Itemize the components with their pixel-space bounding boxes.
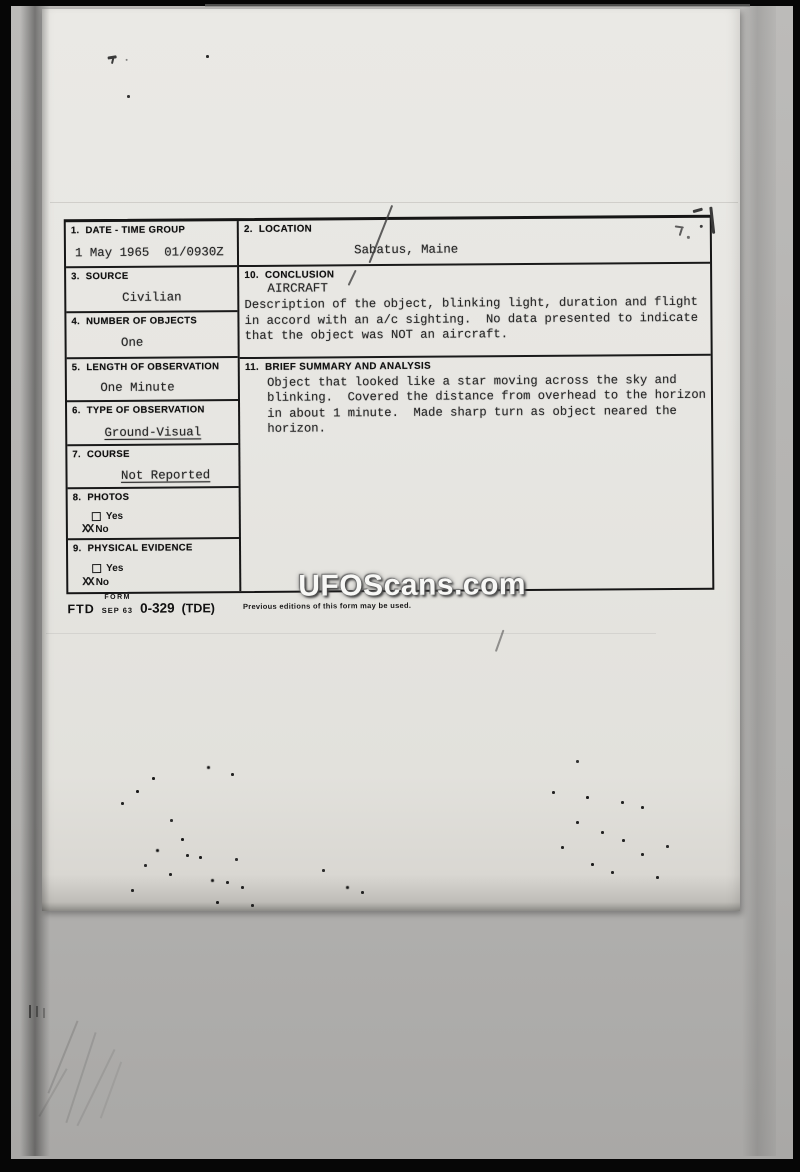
conclusion-text: Description of the object, blinking light, duration and flight in accord with an a/c sighting. No data presented to indicate that the object was NOT an aircraft. xyxy=(244,295,699,343)
field-label xyxy=(72,362,233,374)
photos-no-row xyxy=(82,521,234,536)
watermark: UFOScans.com xyxy=(298,568,527,603)
pen-slash-below-form xyxy=(495,630,505,652)
field-title: CONCLUSION xyxy=(264,269,335,281)
report-form-table xyxy=(64,215,715,595)
physical-evidence-yes-label: Yes xyxy=(106,562,124,575)
field-number: 9. xyxy=(72,543,82,555)
field-conclusion xyxy=(239,264,710,359)
agency-code: FTD xyxy=(67,602,95,617)
conclusion-heading: AIRCRAFT xyxy=(267,281,328,296)
form-number-row xyxy=(67,600,215,616)
field-photos xyxy=(68,488,240,540)
photos-yes-label: Yes xyxy=(105,510,124,523)
field-date-time-group xyxy=(66,221,237,268)
pen-mark-corner xyxy=(700,225,703,228)
field-title: PHOTOS xyxy=(87,491,130,504)
field-label xyxy=(245,359,706,373)
field-length-of-observation xyxy=(67,359,238,403)
location-value: Sabatus, Maine xyxy=(354,242,459,258)
field-title: NUMBER OF OBJECTS xyxy=(86,315,198,327)
pen-mark-top-left xyxy=(126,59,128,61)
summary-text: Object that looked like a star moving across the sky and blinking. Covered the distance from overhead to the horizon in about 1 minute. Made sharp turn as object neared the horizon. xyxy=(267,372,707,436)
field-title: PHYSICAL EVIDENCE xyxy=(87,542,193,555)
date-time-value: 1 May 1965 01/0930Z xyxy=(74,244,224,261)
field-number: 7. xyxy=(72,449,82,461)
field-label xyxy=(71,315,232,327)
field-number: 1. xyxy=(70,225,80,237)
physical-evidence-yes-row xyxy=(92,562,234,574)
form-edition: SEP 63 xyxy=(101,605,134,616)
pen-mark-corner xyxy=(687,236,690,239)
physical-evidence-no-row xyxy=(82,574,234,589)
field-type-of-observation xyxy=(67,401,238,446)
field-title: LENGTH OF OBSERVATION xyxy=(86,361,220,374)
photos-no-label: No xyxy=(95,523,109,535)
field-title: SOURCE xyxy=(85,270,129,282)
source-value: Civilian xyxy=(122,290,182,305)
field-label xyxy=(73,491,234,503)
field-title: LOCATION xyxy=(258,223,313,235)
field-number: 4. xyxy=(71,315,81,327)
field-label xyxy=(71,224,232,236)
field-label xyxy=(72,404,233,416)
field-number: 8. xyxy=(72,492,82,504)
field-label xyxy=(73,542,234,554)
field-title: DATE - TIME GROUP xyxy=(85,224,186,237)
field-title: COURSE xyxy=(86,448,130,461)
field-physical-evidence xyxy=(68,539,240,592)
photos-no-xx-mark: XX xyxy=(81,522,93,537)
physical-evidence-no-xx-mark: XX xyxy=(82,575,93,590)
field-number: 3. xyxy=(71,270,80,283)
field-label xyxy=(244,221,705,235)
physical-evidence-yes-checkbox xyxy=(92,564,101,573)
course-value: Not Reported xyxy=(120,468,211,483)
length-of-observation-value: One Minute xyxy=(100,380,175,396)
field-number: 2. xyxy=(243,223,253,236)
field-source xyxy=(66,267,237,313)
field-number: 6. xyxy=(72,405,81,417)
field-title: TYPE OF OBSERVATION xyxy=(86,404,205,417)
field-number: 10. xyxy=(244,269,260,282)
form-number-block xyxy=(67,593,215,616)
form-suffix: (TDE) xyxy=(181,601,215,616)
photos-yes-checkbox xyxy=(92,512,101,521)
field-number-of-objects xyxy=(66,312,237,360)
form-word: FORM xyxy=(104,593,132,601)
field-label xyxy=(71,270,232,282)
physical-evidence-no-label: No xyxy=(95,576,110,588)
pen-mark-top-left xyxy=(111,58,114,64)
field-title: BRIEF SUMMARY AND ANALYSIS xyxy=(265,360,431,373)
pen-mark-corner xyxy=(693,208,703,213)
field-location xyxy=(239,218,710,267)
field-course xyxy=(67,445,238,489)
number-of-objects-value: One xyxy=(120,336,144,351)
field-number: 5. xyxy=(71,362,81,374)
field-brief-summary xyxy=(240,356,712,591)
form-right-column xyxy=(239,218,712,591)
form-number: 0-329 xyxy=(140,600,175,616)
field-number: 11. xyxy=(244,361,260,374)
footer-note: Previous editions of this form may be used. xyxy=(242,600,412,612)
type-of-observation-value: Ground-Visual xyxy=(104,425,202,441)
form-left-column xyxy=(66,221,242,592)
field-label xyxy=(72,448,233,460)
